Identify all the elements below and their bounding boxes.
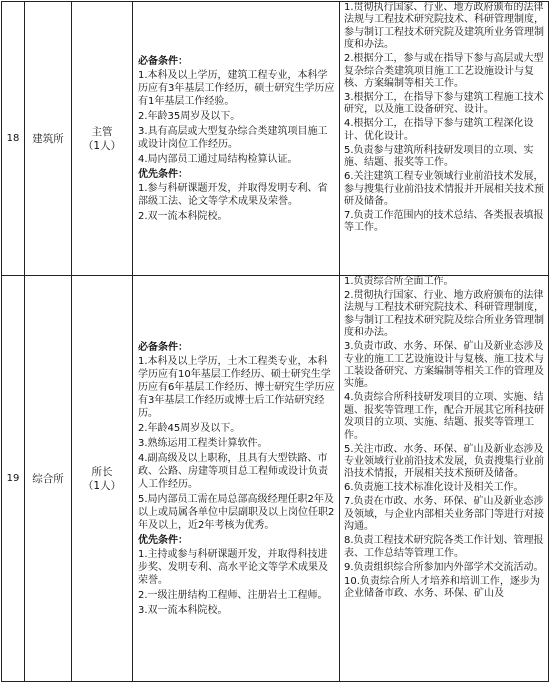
- position-title: 主管: [91, 125, 113, 138]
- required-item: 5.局内部员工需在局总部高级经理任职2年及以上或局属各单位中层副职及以上岗位任职2年及以上，近2年考核为优秀。: [138, 493, 335, 531]
- duty-item: 1.贯彻执行国家、行业、地方政府颁布的法律法规与工程技术研究院技术、科研管理制度，参与制订工程技术研究院及建筑所业务管理制度和办法。: [344, 2, 544, 51]
- requirements-cell: [133, 2, 340, 276]
- duties-cell: [340, 2, 549, 276]
- preferred-item: 1.主持或参与科研课题开发，并取得科技进步奖、发明专利、高水平论文等学术成果及荣誉。: [138, 548, 328, 586]
- required-item: 1.本科及以上学历，土木工程类专业，本科学历应有10年基层工作经历、硕士研究生学历应有6年基层工作经历、博士研究生学历应有3年基层工作经历或博士后工作站研究经历。: [138, 355, 335, 419]
- required-item: 1.本科及以上学历，建筑工程专业，本科学历应有3年基层工作经历，硕士研究生学历应有1年基层工作经验。: [138, 69, 335, 107]
- table-row: [2, 2, 549, 276]
- preferred-heading: 优先条件：: [138, 168, 188, 180]
- duty-item: 10.负责综合所人才培养和培训工作，逐步为企业储备市政、水务、环保、矿山及: [344, 575, 540, 600]
- position-count: （1人）: [82, 139, 122, 152]
- preferred-heading: 优先条件：: [138, 534, 188, 546]
- required-heading: 必备条件：: [138, 341, 188, 353]
- duty-item: 7.负责在市政、水务、环保、矿山及新业态涉及领域，与企业内部相关业务部门等进行对接沟通。: [344, 496, 544, 533]
- preferred-item: 2.一级注册结构工程师、注册岩土工程师。: [138, 589, 328, 601]
- duty-item: 6.负责施工技术标准化设计及相关工作。: [344, 482, 524, 494]
- job-requirements-table: [1, 1, 549, 682]
- required-item: 2.年龄45周岁及以下。: [138, 422, 241, 434]
- duty-item: 2.根据分工，参与或在指导下参与高层或大型复杂综合类建筑项目施工工艺设施设计与复核、方案编制等相关工作。: [344, 53, 544, 90]
- position-cell: [72, 276, 133, 682]
- position-cell: [72, 2, 133, 276]
- preferred-item: 3.双一流本科院校。: [138, 604, 228, 616]
- preferred-item: 2.双一流本科院校。: [138, 210, 228, 222]
- row-number: 19: [2, 276, 25, 682]
- table-row: [2, 276, 549, 682]
- duty-item: 4.负责综合所科技研发项目的立项、实施、结题、报奖等管理工作，配合开展其它所科技研发项目的立项、实施、结题、报奖等管理工作。: [344, 392, 544, 441]
- duty-item: 6.关注建筑工程专业领域行业前沿技术发展，参与搜集行业前沿技术情报并开展相关技术预研及储备。: [344, 171, 544, 208]
- department: 建筑所: [25, 2, 72, 276]
- required-item: 2.年龄35周岁及以下。: [138, 110, 241, 122]
- duty-item: 2.贯彻执行国家、行业、地方政府颁布的法律法规与工程技术研究院技术、科研管理制度，参与制订工程技术研究院及综合所业务管理制度和办法。: [344, 290, 544, 339]
- required-heading: 必备条件：: [138, 55, 188, 67]
- duty-item: 5.负责参与建筑所科技研发项目的立项、实施、结题、报奖等工作。: [344, 144, 534, 169]
- required-item: 3.熟练运用工程类计算软件。: [138, 437, 268, 449]
- duty-item: 8.负责工程技术研究院各类工作计划、管理报表、工作总结等管理工作。: [344, 535, 544, 559]
- duty-item: 3.根据分工，在指导下参与建筑工程施工技术研究，以及施工设备研究、设计。: [344, 92, 544, 116]
- position-count: （1人）: [82, 479, 122, 492]
- duty-item: 3.负责市政、水务、环保、矿山及新业态涉及专业的施工工艺设施设计与复核、施工技术与工装设备研究、方案编制等相关工作的管理及实施。: [344, 341, 544, 390]
- position-title: 所长: [91, 465, 113, 478]
- required-item: 3.具有高层或大型复杂综合类建筑项目施工或设计岗位工作经历。: [138, 125, 328, 150]
- duty-item: 5.关注市政、水务、环保、矿山及新业态涉及专业领域行业前沿技术发展，负责搜集行业前沿技术情报，开展相关技术预研及储备。: [344, 443, 544, 480]
- row-number: 18: [2, 2, 25, 276]
- duty-item: 1.负责综合所全面工作。: [344, 276, 454, 287]
- duty-item: 4.根据分工，在指导下参与建筑工程深化设计、优化设计。: [344, 118, 534, 142]
- required-item: 4.副高级及以上职称，且具有大型铁路、市政、公路、房建等项目总工程师或设计负责人工作经历。: [138, 452, 328, 490]
- duties-cell: [340, 276, 549, 682]
- preferred-item: 1.参与科研课题开发，并取得发明专利、省部级工法、论文等学术成果及荣誉。: [138, 182, 328, 207]
- requirements-cell: [133, 276, 340, 682]
- duty-item: 9.负责组织综合所参加内外部学术交流活动。: [344, 561, 544, 573]
- required-item: 4.局内部员工通过局结构检算认证。: [138, 153, 298, 165]
- department: 综合所: [25, 276, 72, 682]
- duty-item: 7.负责工作范围内的技术总结、各类报表填报等工作。: [344, 210, 544, 234]
